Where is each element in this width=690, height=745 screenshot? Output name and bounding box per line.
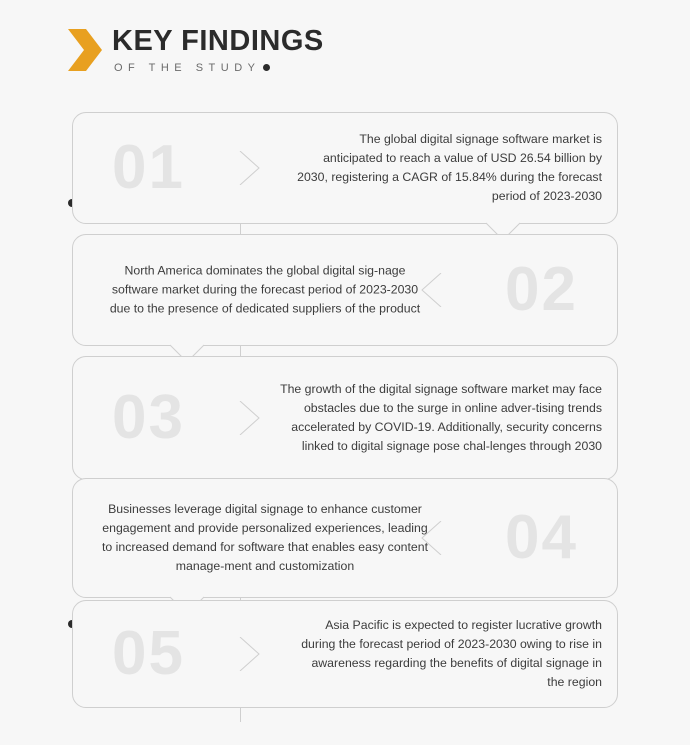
- finding-text: The global digital signage software market is anticipated to reach a value of USD 26.54 billion by 2030, registering a CAGR of 15.84% during the forecast period of 2023-2030: [297, 131, 602, 204]
- finding-number: 01: [112, 133, 185, 202]
- finding-number: 02: [505, 255, 578, 324]
- finding-text: North America dominates the global digital sig-nage software market during the forecast period of 2023-2030 due to the presence of dedicated suppliers of the product: [109, 263, 421, 316]
- notch-right-icon: [239, 401, 261, 435]
- finding-number: 04: [505, 503, 578, 572]
- finding-text: The growth of the digital signage software market may face obstacles due to the surge in online adver-tising trends accelerated by COVID-19. Additionally, security concerns linked to digital signage pose chal-lenges through 2030: [280, 381, 602, 454]
- page-subtitle: OF THE STUDY: [114, 62, 261, 75]
- notch-left-icon: [420, 273, 442, 307]
- page-title: KEY FINDINGS: [112, 25, 324, 57]
- notch-right-icon: [239, 151, 261, 185]
- finding-text: Businesses leverage digital signage to enhance customer engagement and provide personalized experiences, leading to increased demand for software that enables easy content manage-ment and customization: [101, 501, 429, 574]
- finding-text: Asia Pacific is expected to register lucrative growth during the forecast period of 2023-2030 owing to rise in awareness regarding the benefits of digital signage in the region: [301, 617, 602, 690]
- finding-item-01[interactable]: [72, 112, 618, 224]
- notch-left-icon: [420, 521, 442, 555]
- finding-number: 05: [112, 619, 185, 688]
- finding-item-05[interactable]: [72, 600, 618, 708]
- finding-item-03[interactable]: [72, 356, 618, 480]
- finding-item-04[interactable]: [72, 478, 618, 598]
- finding-number: 03: [112, 383, 185, 452]
- notch-right-icon: [239, 637, 261, 671]
- finding-item-02[interactable]: [72, 234, 618, 346]
